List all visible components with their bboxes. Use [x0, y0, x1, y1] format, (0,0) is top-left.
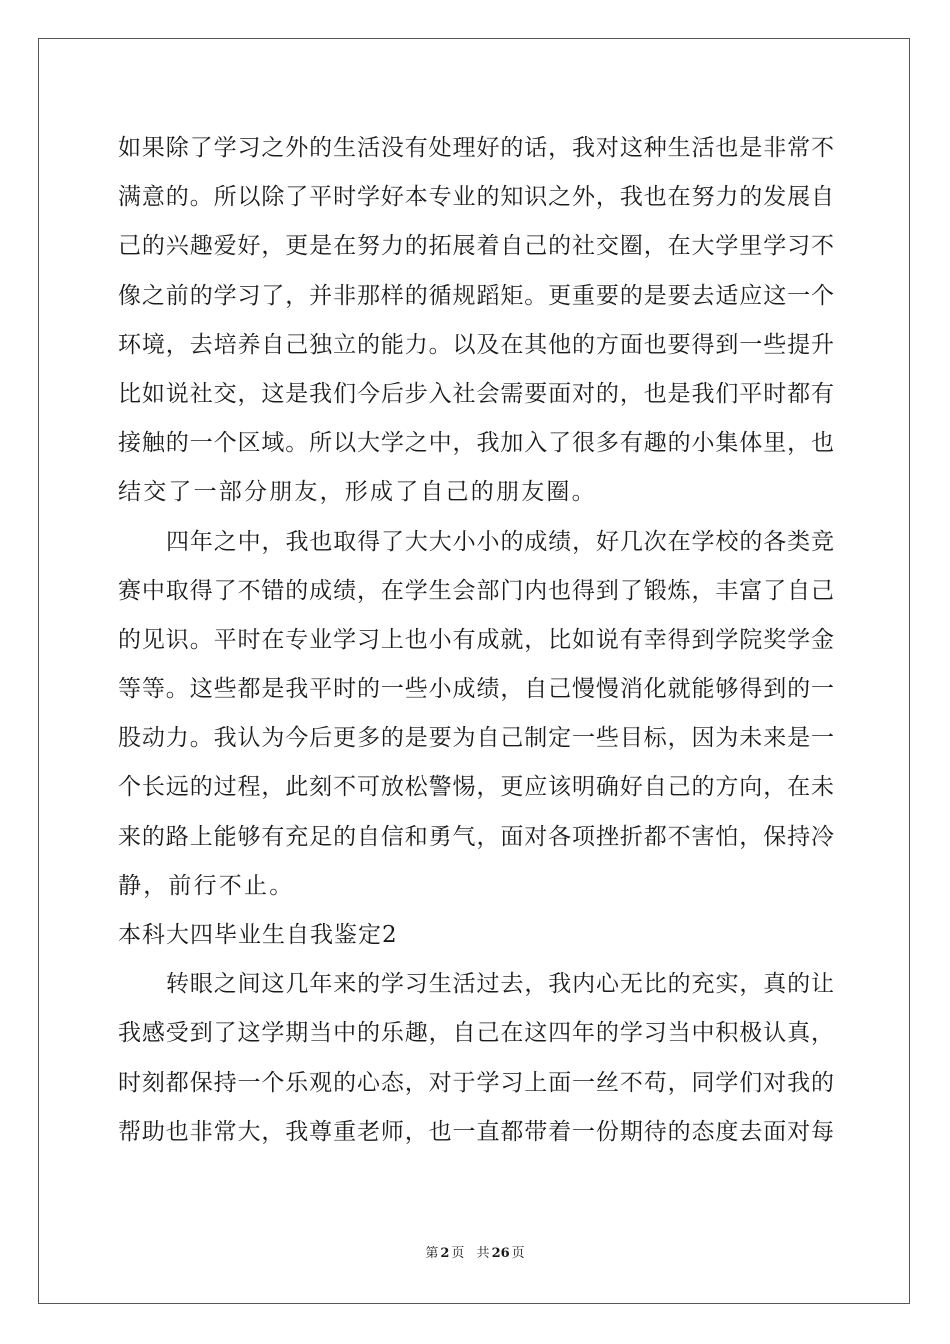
- page-footer: [0, 1242, 950, 1261]
- text-line: 帮助也非常大，我尊重老师，也一直都带着一份期待的态度去面对每: [118, 1118, 834, 1145]
- text-line: 接触的一个区域。所以大学之中，我加入了很多有趣的小集体里，也: [118, 430, 834, 457]
- text-line: 静，前行不止。: [118, 872, 295, 899]
- text-line: 时刻都保持一个乐观的心态，对于学习上面一丝不苟，同学们对我的: [118, 1069, 834, 1096]
- text-line: 结交了一部分朋友，形成了自己的朋友圈。: [118, 479, 597, 506]
- text-line: 己的兴趣爱好，更是在努力的拓展着自己的社交圈，在大学里学习不: [118, 233, 834, 260]
- total-pages-indicator: 共 26 页: [476, 1246, 525, 1261]
- paragraph-first-line: 四年之中，我也取得了大大小小的成绩，好几次在学校的各类竞: [166, 528, 834, 555]
- text-line: 比如说社交，这是我们今后步入社会需要面对的，也是我们平时都有: [118, 380, 834, 407]
- text-line: 的见识。平时在专业学习上也小有成就，比如说有幸得到学院奖学金: [118, 626, 834, 653]
- paragraph-first-line: 转眼之间这几年来的学习生活过去，我内心无比的充实，真的让: [166, 971, 834, 998]
- text-line: 股动力。我认为今后更多的是要为自己制定一些目标，因为未来是一: [118, 725, 834, 752]
- page-indicator: 第 2 页: [425, 1246, 465, 1261]
- text-line: 像之前的学习了，并非那样的循规蹈矩。更重要的是要去适应这一个: [118, 282, 834, 309]
- text-line: 环境，去培养自己独立的能力。以及在其他的方面也要得到一些提升: [118, 331, 834, 358]
- text-line: 来的路上能够有充足的自信和勇气，面对各项挫折都不害怕，保持冷: [118, 823, 834, 850]
- text-line: 如果除了学习之外的生活没有处理好的话，我对这种生活也是非常不: [118, 135, 834, 161]
- text-line: 赛中取得了不错的成绩，在学生会部门内也得到了锻炼，丰富了自己: [118, 577, 834, 604]
- document-body: [118, 124, 834, 1157]
- page-number: 2: [440, 1246, 450, 1261]
- text-line: 满意的。所以除了平时学好本专业的知识之外，我也在努力的发展自: [118, 184, 834, 211]
- text-line: 我感受到了这学期当中的乐趣，自己在这四年的学习当中积极认真，: [118, 1020, 834, 1047]
- section-heading: 本科大四毕业生自我鉴定2: [118, 922, 398, 948]
- text-line: 等等。这些都是我平时的一些小成绩，自己慢慢消化就能够得到的一: [118, 676, 834, 703]
- text-line: 个长远的过程，此刻不可放松警惕，更应该明确好自己的方向，在未: [118, 774, 834, 801]
- total-pages: 26: [491, 1246, 510, 1261]
